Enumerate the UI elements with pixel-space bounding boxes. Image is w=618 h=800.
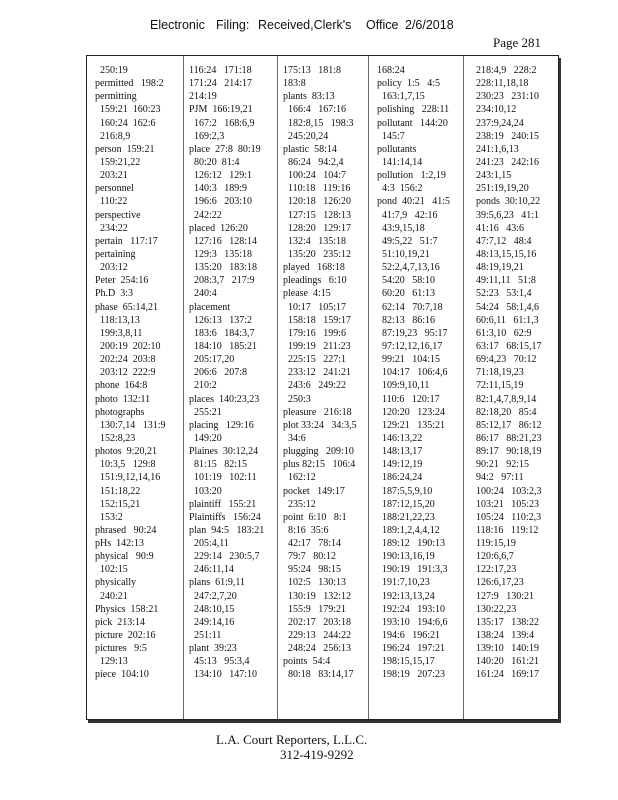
index-entry-line: 158:18 159:17 [283,314,352,326]
index-entry-line: 210:2 [189,380,217,392]
index-entry-line: 69:4,23 70:12 [476,354,537,366]
index-entry-line: 41:7,9 42:16 [377,209,438,221]
index-entry-line: 214:19 [189,91,217,103]
index-entry-line: placing 129:16 [189,419,254,431]
index-entry-line: 86:24 94:2,4 [283,156,344,168]
index-entry-line: 60:6,11 61:1,3 [476,314,539,326]
index-entry-line: 246:11,14 [189,564,234,576]
index-entry-line: 199:3,8,11 [95,327,143,339]
index-entry-line: 128:20 129:17 [283,222,352,234]
index-entry-line: Ph.D 3:3 [95,288,134,300]
index-entry-line: 86:17 88:21,23 [476,432,542,444]
index-entry-line: 130:22,23 [476,603,517,615]
index-entry-line: 126:12 129:1 [189,170,253,182]
index-entry-line: 194:6 196:21 [377,630,441,642]
index-entry-line: piece 104:10 [95,669,149,681]
index-entry-line: 251:11 [189,630,222,642]
index-entry-line: pertaining [95,248,136,260]
index-entry-line: Physics 158:21 [95,603,159,615]
index-entry-line: person 159:21 [95,143,155,155]
index-entry-line: picture 202:16 [95,630,156,642]
index-entry-line: 95:24 98:15 [283,564,342,576]
index-entry-line: 118:16 119:12 [476,524,539,536]
index-entry-line: 166:4 167:16 [283,104,347,116]
index-entry-line: 103:20 [189,485,222,497]
index-entry-line: 39:5,6,23 41:1 [476,209,540,221]
index-entry-line: 87:19,23 95:17 [377,327,448,339]
index-entry-line: 225:15 227:1 [283,354,347,366]
index-entry-line: photographs [95,406,145,418]
index-entry-line: 102:5 130:13 [283,577,347,589]
index-entry-line: 149:20 [189,432,222,444]
index-entry-line: placed 126:20 [189,222,248,234]
index-entry-line: 155:9 179:21 [283,603,347,615]
index-entry-line: 82:18,20 85:4 [476,406,537,418]
index-entry-line: 127:16 128:14 [189,235,258,247]
index-entry-line: 34:6 [283,432,306,444]
index-entry-line: 120:6,6,7 [476,551,514,563]
index-entry-line: 42:17 78:14 [283,538,342,550]
index-entry-line: 52:2,4,7,13,16 [377,262,440,274]
index-entry-line: photos 9:20,21 [95,446,157,458]
index-entry-line: 89:17 90:18,19 [476,446,542,458]
index-entry-line: 119:15,19 [476,538,516,550]
index-entry-line: 250:3 [283,393,311,405]
index-column-5 [463,56,559,719]
index-entry-line: 118:13,13 [95,314,140,326]
index-entry-line: plants 83:13 [283,91,335,103]
index-column-1 [87,56,183,719]
index-entry-line: 10:3,5 129:8 [95,459,156,471]
index-entry-line: 247:2,7,20 [189,590,237,602]
index-entry-line: 153:2 [95,511,123,523]
index-entry-line: 120:18 126:20 [283,196,352,208]
index-entry-line: 145:7 [377,130,405,142]
index-entry-line: 250:19 [95,65,128,76]
index-entry-line: 152:15,21 [95,498,141,510]
index-entry-line: 238:19 240:15 [476,130,540,142]
index-entry-line: 169:2,3 [189,130,225,142]
index-entry-line: 179:16 199:6 [283,327,347,339]
index-entry-line: plaintiff 155:21 [189,498,257,510]
index-entry-line: 130:7,14 131:9 [95,419,166,431]
index-entry-line: plans 61:9,11 [189,577,246,589]
index-entry-line: 72:11,15,19 [476,380,524,392]
index-entry-line: 237:9,24,24 [476,117,524,129]
index-entry-line: permitting [95,91,137,103]
index-entry-line: 202:24 203:8 [95,354,156,366]
index-entry-line: 183:6 184:3,7 [189,327,255,339]
index-entry-line: 45:13 95:3,4 [189,656,250,668]
index-entry-line: 102:15 [95,564,128,576]
index-entry-line: 229:14 230:5,7 [189,551,260,563]
index-entry-line: 52:23 53:1,4 [476,288,532,300]
index-entry-line: 100:24 103:2,3 [476,485,542,497]
index-entry-line: 60:20 61:13 [377,288,436,300]
index-entry-line: pond 40:21 41:5 [377,196,451,208]
index-entry-line: 100:24 104:7 [283,170,347,182]
index-entry-line: 43:9,15,18 [377,222,425,234]
index-entry-line: 135:17 138:22 [476,616,540,628]
index-entry-line: 140:20 161:21 [476,656,540,668]
index-entry-line: 203:12 222:9 [95,367,156,379]
footer-company: L.A. Court Reporters, L.L.C. [216,732,368,747]
index-entry-line: 129:21 135:21 [377,419,446,431]
index-entry-line: 183:8 [283,78,306,90]
index-entry-line: 109:9,10,11 [377,380,430,392]
index-entry-line: permitted 198:2 [95,78,164,90]
index-entry-line: 159:21 160:23 [95,104,161,116]
index-entry-line: 49:5,22 51:7 [377,235,438,247]
index-entry-line: 240:4 [189,288,217,300]
index-entry-line: 175:13 181:8 [283,65,342,76]
index-entry-line: 138:24 139:4 [476,630,535,642]
index-entry-line: phrased 90:24 [95,524,157,536]
index-entry-line: 94:2 97:11 [476,472,524,484]
index-entry-line: 48:13,15,15,16 [476,248,537,260]
index-entry-line: 189:12 190:13 [377,538,446,550]
index-entry-line: 184:10 185:21 [189,340,258,352]
index-entry-line: 233:12 241:21 [283,367,352,379]
index-entry-line: pollution 1:2,19 [377,170,446,182]
index-entry-line: polishing 228:11 [377,104,450,116]
index-entry-line: phase 65:14,21 [95,301,159,313]
index-entry-line: 187:12,15,20 [377,498,435,510]
index-column-4 [368,56,464,719]
index-entry-line: 235:12 [283,498,316,510]
index-entry-line: 191:7,10,23 [377,577,430,589]
index-entry-line: 152:8,23 [95,432,136,444]
index-entry-line: 192:24 193:10 [377,603,446,615]
index-entry-line: 116:24 171:18 [189,65,252,76]
index-entry-line: 80:18 83:14,17 [283,669,354,681]
index-entry-line: point 6:10 8:1 [283,511,347,523]
index-entry-line: points 54:4 [283,656,331,668]
index-entry-line: 82:1,4,7,8,9,14 [476,393,537,405]
index-entry-line: 243:1,15 [476,170,512,182]
index-entry-line: 90:21 92:15 [476,459,530,471]
index-entry-line: 160:24 162:6 [95,117,156,129]
index-entry-line: 203:12 [95,262,128,274]
index-entry-line: 205:17,20 [189,354,235,366]
index-entry-line: 130:19 132:12 [283,590,352,602]
index-entry-line: 141:14,14 [377,156,423,168]
header-electronic: Electronic [150,18,205,32]
index-entry-line: 218:4,9 228:2 [476,65,537,76]
index-entry-line: Plaintiffs 156:24 [189,511,261,523]
index-entry-line: 104:17 106:4,6 [377,367,448,379]
index-entry-line: 151:18,22 [95,485,141,497]
index-entry-line: 162:12 [283,472,316,484]
index-entry-line: pHs 142:13 [95,538,144,550]
index-entry-line: 99:21 104:15 [377,354,441,366]
index-entry-line: 120:20 123:24 [377,406,446,418]
index-entry-line: 110:6 120:17 [377,393,440,405]
index-entry-line: 248:24 256:13 [283,643,352,655]
index-entry-line: 85:12,17 86:12 [476,419,542,431]
index-entry-line: 127:9 130:21 [476,590,535,602]
index-entry-line: 167:2 168:6,9 [189,117,255,129]
index-entry-line: 193:10 194:6,6 [377,616,448,628]
index-entry-line: 229:13 244:22 [283,630,352,642]
index-entry-line: played 168:18 [283,262,345,274]
index-entry-line: 190:19 191:3,3 [377,564,448,576]
index-entry-line: 182:8,15 198:3 [283,117,354,129]
header-received: Received,Clerk's [258,18,352,32]
index-entry-line: pleasure 216:18 [283,406,352,418]
index-entry-line: 80:20 81:4 [189,156,240,168]
index-entry-line: 202:17 203:18 [283,616,352,628]
index-entry-line: 51:10,19,21 [377,248,430,260]
index-entry-line: 196:6 203:10 [189,196,253,208]
index-entry-line: 249:14,16 [189,616,235,628]
index-entry-line: photo 132:11 [95,393,151,405]
index-entry-line: place 27:8 80:19 [189,143,261,155]
index-entry-line: Peter 254:16 [95,275,149,287]
index-entry-line: 245:20,24 [283,130,329,142]
index-entry-line: 159:21,22 [95,156,141,168]
index-entry-line: 49:11,11 51:8 [476,275,536,287]
index-entry-line: 240:21 [95,590,128,602]
index-entry-line: plus 82:15 106:4 [283,459,356,471]
index-entry-line: 171:24 214:17 [189,78,253,90]
index-entry-line: 192:13,13,24 [377,590,435,602]
index-entry-line: 4:3 156:2 [377,183,423,195]
index-column-3 [277,56,369,719]
index-entry-line: 110:22 [95,196,128,208]
index-entry-line: 198:19 207:23 [377,669,446,681]
index-entry-line: 208:3,7 217:9 [189,275,255,287]
index-entry-line: 196:24 197:21 [377,643,446,655]
index-entry-line: 230:23 231:10 [476,91,540,103]
index-entry-line: plant 39:23 [189,643,237,655]
index-entry-line: pick 213:14 [95,616,145,628]
index-entry-line: physically [95,577,137,589]
index-entry-line: 10:17 105:17 [283,301,347,313]
index-entry-line: 105:24 110:2,3 [476,511,542,523]
index-entry-line: please 4:15 [283,288,331,300]
index-entry-line: 139:10 140:19 [476,643,540,655]
index-entry-line: policy 1:5 4:5 [377,78,441,90]
index-entry-line: 163:1,7,15 [377,91,425,103]
index-entry-line: 81:15 82:15 [189,459,248,471]
index-entry-line: 161:24 169:17 [476,669,540,681]
index-entry-line: pictures 9:5 [95,643,147,655]
index-entry-line: plastic 58:14 [283,143,337,155]
index-entry-line: placement [189,301,231,313]
index-entry-line: 248:10,15 [189,603,235,615]
index-entry-line: 135:20 183:18 [189,262,258,274]
index-entry-line: places 140:23,23 [189,393,260,405]
index-entry-line: 198:15,15,17 [377,656,435,668]
index-entry-line: 82:13 86:16 [377,314,436,326]
index-entry-line: 205:4,11 [189,538,229,550]
index-entry-line: 151:9,12,14,16 [95,472,161,484]
index-entry-line: pertain 117:17 [95,235,158,247]
index-entry-line: personnel [95,183,134,195]
index-entry-line: 243:6 249:22 [283,380,347,392]
index-entry-line: 234:22 [95,222,128,234]
index-entry-line: 97:12,12,16,17 [377,340,443,352]
index-entry-line: 242:22 [189,209,222,221]
index-entry-line: 255:21 [189,406,222,418]
index-entry-line: 228:11,18,18 [476,78,529,90]
index-entry-line: 251:19,19,20 [476,183,529,195]
index-entry-line: 71:18,19,23 [476,367,524,379]
index-entry-line: 110:18 119:16 [283,183,351,195]
header-date: 2/6/2018 [405,18,454,32]
header-office: Office [366,18,399,32]
index-entry-line: 8:16 35:6 [283,524,329,536]
index-entry-line: 241:23 242:16 [476,156,540,168]
header-filing: Filing: [216,18,250,32]
index-entry-line: 101:19 102:11 [189,472,257,484]
index-entry-line: 126:6,17,23 [476,577,524,589]
index-entry-line: 206:6 207:8 [189,367,248,379]
index-entry-line: 140:3 189:9 [189,183,248,195]
index-entry-line: 126:13 137:2 [189,314,253,326]
index-entry-line: pocket 149:17 [283,485,345,497]
index-entry-line: 132:4 135:18 [283,235,347,247]
index-entry-line: 63:17 68:15,17 [476,340,542,352]
index-entry-line: 234:10,12 [476,104,517,116]
index-entry-line: 187:5,5,9,10 [377,485,433,497]
index-entry-line: 135:20 235:12 [283,248,352,260]
index-entry-line: pleadings 6:10 [283,275,347,287]
index-entry-line: 146:13,22 [377,432,423,444]
index-entry-line: ponds 30:10,22 [476,196,541,208]
index-entry-line: 148:13,17 [377,446,423,458]
index-entry-line: 241:1,6,13 [476,143,519,155]
index-entry-line: 127:15 128:13 [283,209,352,221]
index-entry-line: phone 164:8 [95,380,148,392]
index-entry-line: pollutants [377,143,417,155]
index-entry-line: plugging 209:10 [283,446,354,458]
index-entry-line: 168:24 [377,65,405,76]
index-entry-line: Plaines 30:12,24 [189,446,259,458]
index-entry-line: 199:19 211:23 [283,340,351,352]
index-entry-line: plot 33:24 34:3,5 [283,419,357,431]
index-entry-line: 48:19,19,21 [476,262,524,274]
index-entry-line: 122:17,23 [476,564,517,576]
footer-phone: 312-419-9292 [280,747,354,762]
index-entry-line: 61:3,10 62:9 [476,327,532,339]
index-entry-line: 103:21 105:23 [476,498,540,510]
page-number: Page 281 [493,35,542,50]
index-entry-line: 200:19 202:10 [95,340,161,352]
index-entry-line: 203:21 [95,170,128,182]
index-entry-line: 62:14 70:7,18 [377,301,443,313]
index-entry-line: 186:24,24 [377,472,423,484]
index-table [86,55,559,720]
index-entry-line: plan 94:5 183:21 [189,524,265,536]
index-entry-line: 54:20 58:10 [377,275,436,287]
index-entry-line: 129:13 [95,656,128,668]
index-entry-line: 189:1,2,4,4,12 [377,524,440,536]
index-entry-line: 149:12,19 [377,459,423,471]
index-entry-line: pollutant 144:20 [377,117,448,129]
index-entry-line: 216:8,9 [95,130,131,142]
index-entry-line: 188:21,22,23 [377,511,435,523]
index-entry-line: PJM 166:19,21 [189,104,253,116]
index-entry-line: 129:3 135:18 [189,248,253,260]
index-column-2 [183,56,278,719]
index-entry-line: 79:7 80:12 [283,551,337,563]
index-entry-line: perspective [95,209,141,221]
index-entry-line: 134:10 147:10 [189,669,258,681]
index-entry-line: 47:7,12 48:4 [476,235,532,247]
index-entry-line: 41:16 43:6 [476,222,525,234]
index-entry-line: 54:24 58:1,4,6 [476,301,540,313]
index-entry-line: physical 90:9 [95,551,154,563]
index-entry-line: 190:13,16,19 [377,551,435,563]
